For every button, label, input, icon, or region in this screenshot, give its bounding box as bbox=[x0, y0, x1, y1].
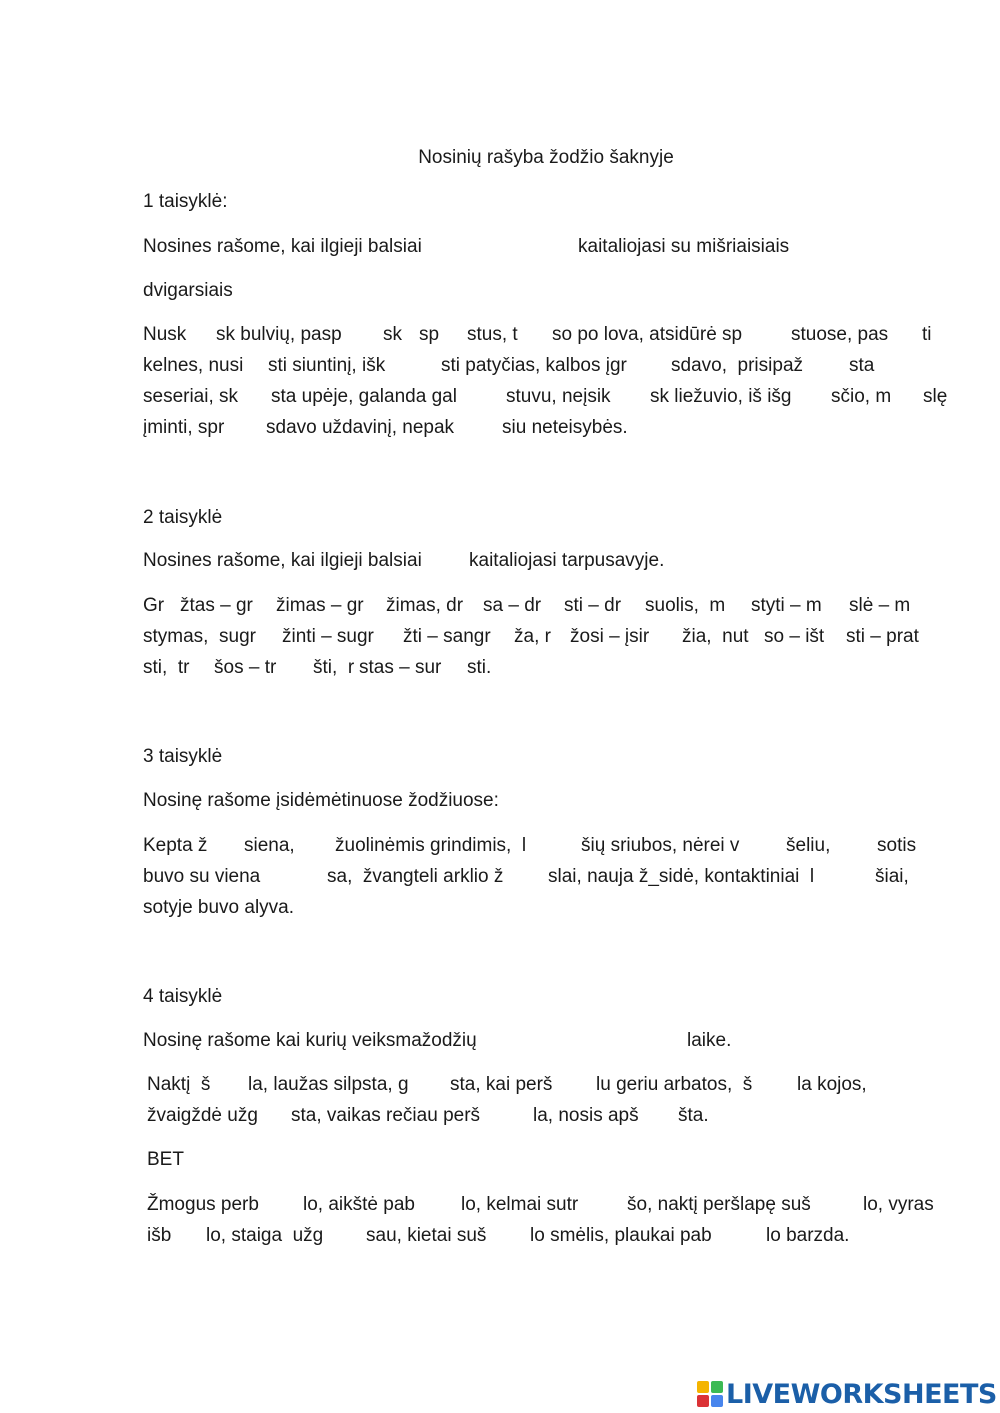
rule1-ex-segment: įminti, spr bbox=[143, 417, 225, 438]
rule3-ex-segment: sotis bbox=[877, 835, 917, 856]
rule1-ex-segment: stuose, pas bbox=[791, 324, 889, 345]
rule2-ex-segment: žti – sangr bbox=[403, 626, 491, 647]
liveworksheets-logo bbox=[697, 1378, 997, 1410]
rule1-ex-segment: slę bbox=[923, 386, 948, 407]
rule4-but-segment: lo, vyras bbox=[863, 1194, 934, 1215]
rule4-but-segment: lo smėlis, plaukai pab bbox=[530, 1225, 712, 1246]
rule2-ex-segment: žtas – gr bbox=[180, 595, 253, 616]
rule1-heading: 1 taisyklė: bbox=[143, 191, 228, 212]
rule4-but-segment: sau, kietai suš bbox=[366, 1225, 487, 1246]
liveworksheets-logo-icon bbox=[697, 1381, 723, 1407]
rule1-ex-segment: Nusk bbox=[143, 324, 187, 345]
rule3-ex-segment: šių sriubos, nėrei v bbox=[581, 835, 740, 856]
rule1-desc-line2: dvigarsiais bbox=[143, 280, 233, 301]
rule4-ex-segment: žvaigždė užg bbox=[147, 1105, 258, 1126]
rule4-ex-segment: sta, kai perš bbox=[450, 1074, 553, 1095]
rule4-ex-segment: la, nosis apš bbox=[533, 1105, 639, 1126]
rule4-but-segment: Žmogus perb bbox=[147, 1194, 259, 1215]
rule3-ex-segment: siena, bbox=[244, 835, 295, 856]
rule4-but-segment: lo, aikštė pab bbox=[303, 1194, 415, 1215]
rule1-ex-segment: sti patyčias, kalbos įgr bbox=[441, 355, 627, 376]
rule2-ex-segment: slė – m bbox=[849, 595, 911, 616]
rule2-desc-part2: kaitaliojasi tarpusavyje. bbox=[469, 550, 665, 571]
rule4-ex-segment: lu geriu arbatos, š bbox=[596, 1074, 753, 1095]
rule4-ex-segment: la kojos, bbox=[797, 1074, 867, 1095]
rule3-ex-segment: buvo su viena bbox=[143, 866, 261, 887]
rule1-ex-segment: sk bulvių, pasp bbox=[216, 324, 342, 345]
page-title: Nosinių rašyba žodžio šaknyje bbox=[418, 147, 674, 168]
rule2-ex-segment: suolis, m bbox=[645, 595, 726, 616]
rule1-ex-segment: stus, t bbox=[467, 324, 518, 345]
rule3-ex-segment: šeliu, bbox=[786, 835, 831, 856]
rule2-ex-segment: ža, r bbox=[514, 626, 551, 647]
rule2-ex-segment: žimas, dr bbox=[386, 595, 464, 616]
rule4-but-segment: lo, kelmai sutr bbox=[461, 1194, 579, 1215]
rule1-ex-segment: sk liežuvio, iš išg bbox=[650, 386, 792, 407]
rule4-heading: 4 taisyklė bbox=[143, 986, 223, 1007]
rule1-ex-segment: siu neteisybės. bbox=[502, 417, 628, 438]
rule3-desc: Nosinę rašome įsidėmėtinuose žodžiuose: bbox=[143, 790, 499, 811]
rule4-but-segment: lo barzda. bbox=[766, 1225, 850, 1246]
rule1-ex-segment: sčio, m bbox=[831, 386, 892, 407]
rule1-ex-segment: sti siuntinį, išk bbox=[268, 355, 386, 376]
rule3-ex-segment: šiai, bbox=[875, 866, 909, 887]
rule1-ex-segment: ti bbox=[922, 324, 932, 345]
rule1-ex-segment: sdavo, prisipaž bbox=[671, 355, 804, 376]
rule2-ex-segment: sti. bbox=[467, 657, 492, 678]
rule3-heading: 3 taisyklė bbox=[143, 746, 223, 767]
rule4-but-segment: šo, naktį peršlapę suš bbox=[627, 1194, 811, 1215]
rule1-desc-part1: Nosines rašome, kai ilgieji balsiai bbox=[143, 236, 422, 257]
rule4-ex-segment: šta. bbox=[678, 1105, 709, 1126]
rule2-ex-segment: žinti – sugr bbox=[282, 626, 374, 647]
rule4-but-segment: lo, staiga užg bbox=[206, 1225, 324, 1246]
rule1-ex-segment: sk bbox=[383, 324, 402, 345]
rule2-ex-segment: Gr bbox=[143, 595, 165, 616]
rule1-ex-segment: so po lova, atsidūrė sp bbox=[552, 324, 743, 345]
rule2-ex-segment: sti – dr bbox=[564, 595, 622, 616]
brand-name: LIVEWORKSHEETS bbox=[726, 1378, 997, 1410]
rule4-ex-segment: la, laužas silpsta, g bbox=[248, 1074, 409, 1095]
rule2-ex-segment: sti – prat bbox=[846, 626, 919, 647]
rule1-ex-segment: sp bbox=[419, 324, 440, 345]
rule2-ex-segment: šos – tr bbox=[214, 657, 277, 678]
rule2-ex-segment: žosi – įsir bbox=[570, 626, 650, 647]
rule2-ex-segment: žimas – gr bbox=[276, 595, 364, 616]
rule1-ex-segment: kelnes, nusi bbox=[143, 355, 244, 376]
rule1-ex-segment: sta bbox=[849, 355, 875, 376]
rule4-but-label: BET bbox=[147, 1149, 184, 1170]
rule3-ex-segment: slai, nauja ž_sidė, kontaktiniai l bbox=[548, 866, 815, 887]
rule4-desc-part2: laike. bbox=[687, 1030, 732, 1051]
rule2-ex-segment: sti, tr bbox=[143, 657, 190, 678]
rule2-ex-segment: so – išt bbox=[764, 626, 825, 647]
rule4-desc-part1: Nosinę rašome kai kurių veiksmažodžių bbox=[143, 1030, 477, 1051]
rule1-ex-segment: sdavo uždavinį, nepak bbox=[266, 417, 455, 438]
rule2-ex-segment: styti – m bbox=[751, 595, 822, 616]
rule4-ex-segment: Naktį š bbox=[147, 1074, 211, 1095]
rule1-ex-segment: stuvu, neįsik bbox=[506, 386, 611, 407]
rule3-ex-segment: sotyje buvo alyva. bbox=[143, 897, 295, 918]
rule1-ex-segment: sta upėje, galanda gal bbox=[271, 386, 457, 407]
rule4-but-segment: išb bbox=[147, 1225, 172, 1246]
rule2-ex-segment: sa – dr bbox=[483, 595, 542, 616]
rule3-ex-segment: Kepta ž bbox=[143, 835, 208, 856]
rule3-ex-segment: žuolinėmis grindimis, l bbox=[335, 835, 527, 856]
rule2-ex-segment: šti, r bbox=[313, 657, 355, 678]
rule4-ex-segment: sta, vaikas rečiau perš bbox=[291, 1105, 481, 1126]
rule1-ex-segment: seseriai, sk bbox=[143, 386, 239, 407]
rule2-ex-segment: stymas, sugr bbox=[143, 626, 256, 647]
rule2-desc-part1: Nosines rašome, kai ilgieji balsiai bbox=[143, 550, 422, 571]
rule3-ex-segment: sa, žvangteli arklio ž bbox=[327, 866, 504, 887]
rule2-heading: 2 taisyklė bbox=[143, 507, 223, 528]
rule2-ex-segment: žia, nut bbox=[682, 626, 749, 647]
rule2-ex-segment: stas – sur bbox=[359, 657, 442, 678]
rule1-desc-part2: kaitaliojasi su mišriaisiais bbox=[578, 236, 790, 257]
